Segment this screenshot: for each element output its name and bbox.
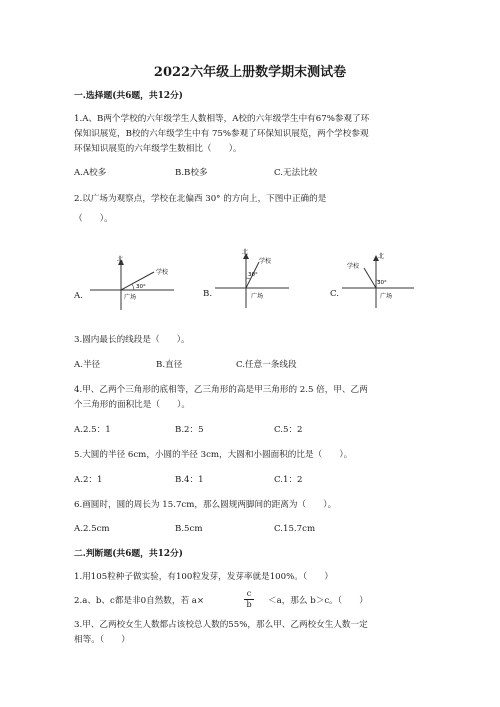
s2-q2-fraction: [244, 589, 254, 610]
q5-option-b: B.4：1: [175, 475, 204, 485]
north-label: 北: [242, 249, 249, 256]
q5-option-c: C.1：2: [274, 475, 303, 485]
q1-option-b: B.B校多: [175, 168, 208, 178]
q2-option-b-label: B.: [203, 289, 213, 299]
square-label: 广场: [124, 294, 137, 301]
q3-option-a: A.半径: [74, 360, 101, 370]
angle-label: 30°: [248, 272, 258, 278]
q6-option-b: B.5cm: [175, 524, 203, 534]
q4-text-line1: 4.甲、乙两个三角形的底相等，乙三角形的高是甲三角形的 2.5 倍，甲、乙两: [74, 385, 368, 395]
square-label: 广场: [380, 293, 393, 300]
q4-text-line2: 个三角形的面积比是（ ）。: [74, 400, 191, 410]
direction-line: [364, 268, 376, 288]
school-label: 学校: [156, 269, 169, 276]
fraction-numerator: c: [246, 589, 252, 598]
q1-text-line3: 环保知识展览的六年级学生数相比（ ）。: [74, 144, 242, 154]
q2-diagram-a: [84, 252, 184, 312]
q2-diagram-c: [340, 250, 420, 310]
q3-option-b: B.直径: [156, 360, 183, 370]
north-label: 北: [117, 256, 124, 263]
angle-label: 30°: [136, 284, 146, 290]
q2-text-line2: （ ）。: [74, 214, 113, 224]
q2-text-line1: 2.以广场为观察点，学校在北偏西 30° 的方向上，下图中正确的是: [74, 194, 327, 204]
q1-option-c: C.无法比较: [274, 168, 318, 178]
north-label: 北: [378, 253, 385, 260]
s2-q2-suffix: ＜a，那么 b＞c。（ ）: [268, 596, 368, 606]
q3-text: 3.圆内最长的线段是（ ）。: [74, 335, 190, 345]
q2-option-c-label: C.: [330, 289, 340, 299]
q1-text-line1: 1.A、B两个学校的六年级学生人数相等，A校的六年级学生中有67%参观了环: [74, 114, 370, 124]
s2-q1-text: 1.用105粒种子做实验，有100粒发芽，发芽率就是100%。（ ）: [74, 572, 333, 582]
square-label: 广场: [251, 293, 264, 300]
q2-option-a-label: A.: [74, 291, 83, 301]
s2-q2-prefix: 2.a、b、c都是非0自然数，若 a×: [74, 596, 205, 606]
s2-q3-text-line2: 相等。（ ）: [74, 635, 130, 645]
q5-text: 5.大圆的半径 6cm，小圆的半径 3cm，大圆和小圆面积的比是（ ）。: [74, 450, 353, 460]
q4-option-c: C.5：2: [274, 425, 303, 435]
fraction-denominator: b: [244, 599, 254, 610]
q6-option-c: C.15.7cm: [274, 524, 316, 534]
angle-label: 30°: [377, 280, 387, 286]
q1-option-a: A.A校多: [74, 168, 107, 178]
q4-option-b: B.2：5: [175, 425, 204, 435]
q5-option-a: A.2：1: [74, 475, 103, 485]
q4-option-a: A.2.5：1: [74, 425, 111, 435]
s2-q3-text-line1: 3.甲、乙两校女生人数都占该校总人数的55%，那么甲、乙两校女生人数一定: [74, 620, 368, 630]
q3-option-c: C.任意一条线段: [236, 360, 297, 370]
q6-option-a: A.2.5cm: [74, 524, 110, 534]
school-label: 学校: [347, 263, 360, 270]
school-label: 学校: [259, 258, 272, 265]
section-heading-judgement: 二.判断题(共6题，共12分): [74, 549, 183, 559]
q2-diagram-b: [213, 246, 293, 310]
page-title: 2022六年级上册数学期末测试卷: [153, 65, 347, 80]
section-heading-choice: 一.选择题(共6题，共12分): [74, 91, 183, 101]
q6-text: 6.画圆时，圆的周长为 15.7cm，那么圆规两脚间的距离为（ ）。: [74, 500, 337, 510]
q1-text-line2: 保知识展览，B校的六年级学生中有 75%参观了环保知识展览，两个学校参观: [74, 129, 369, 139]
